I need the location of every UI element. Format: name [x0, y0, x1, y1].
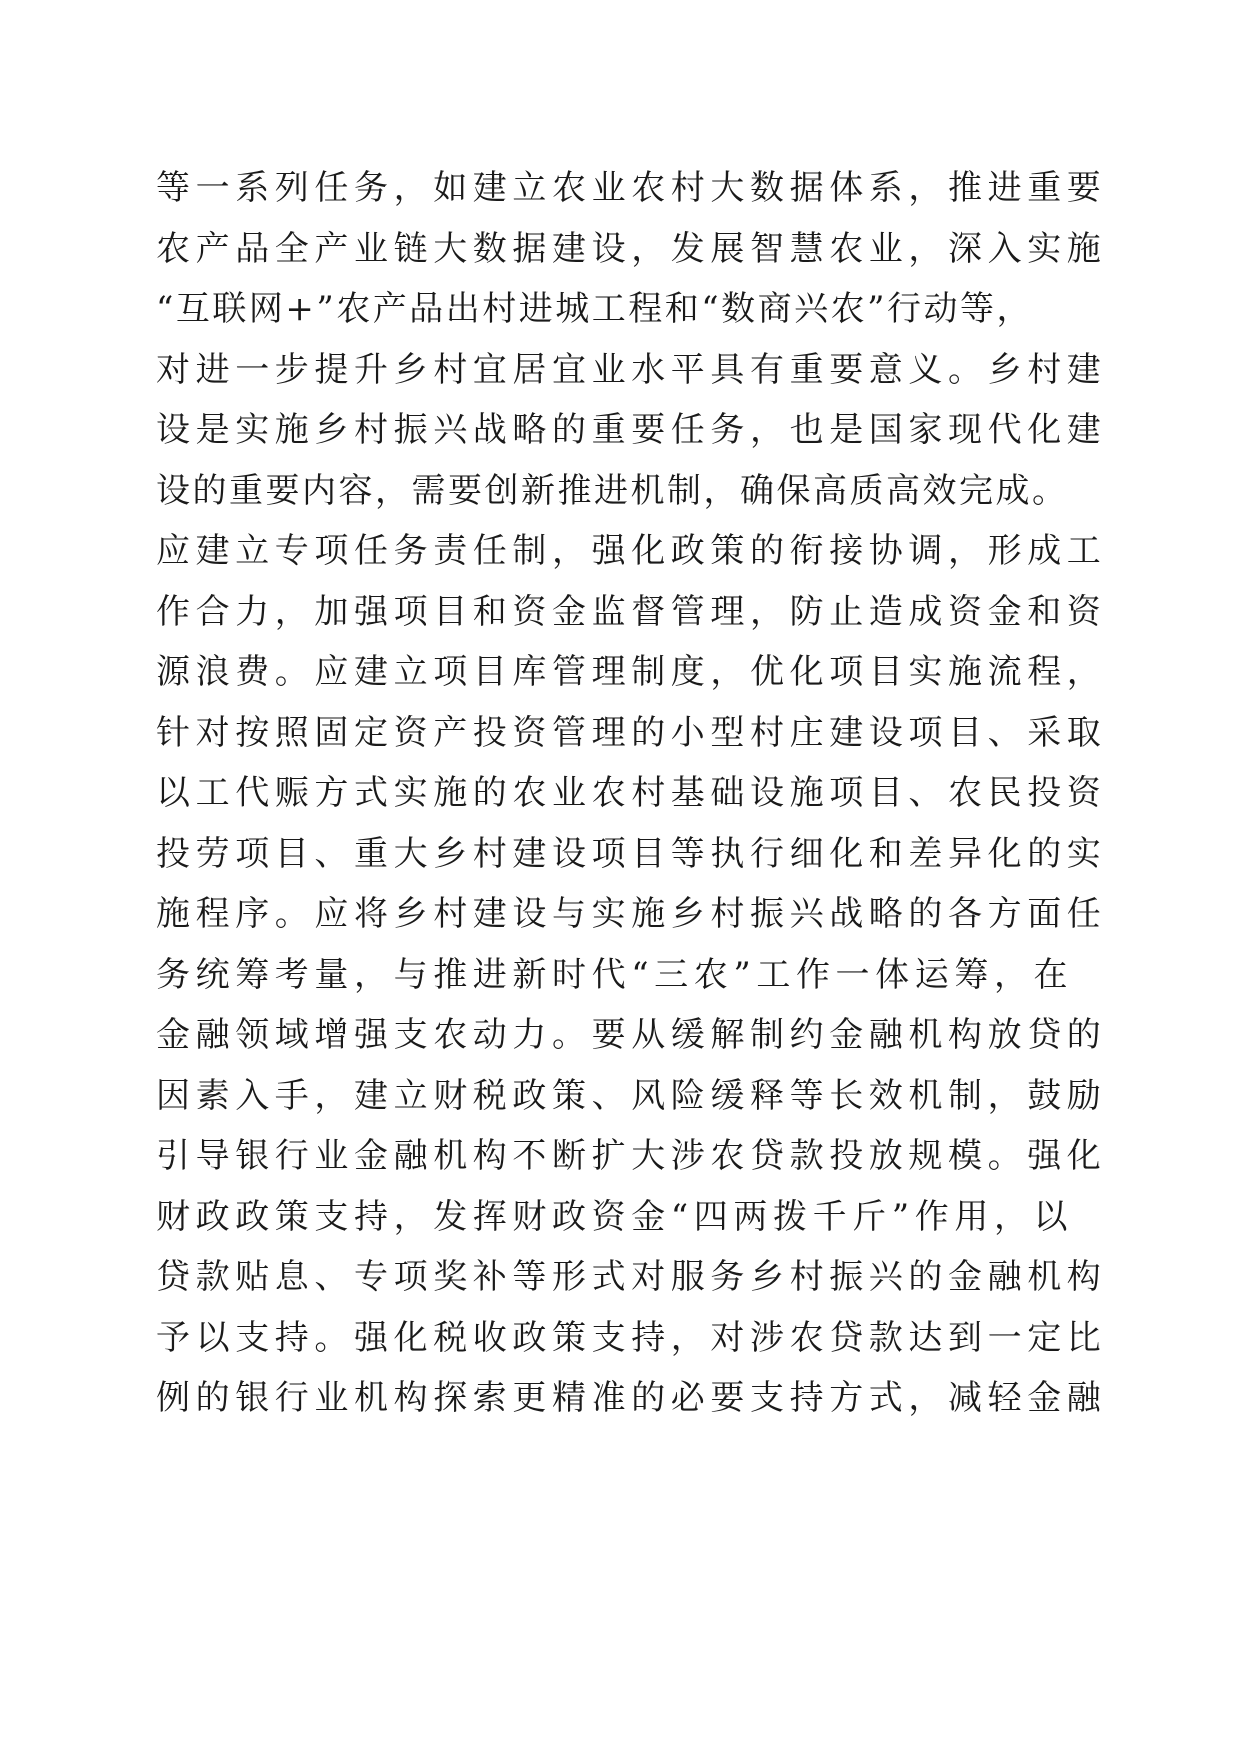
text-line: 应建立专项任务责任制，强化政策的衔接协调，形成工 [156, 531, 1107, 571]
body-paragraph [156, 158, 1107, 1429]
text-line: 予以支持。强化税收政策支持，对涉农贷款达到一定比 [156, 1317, 1107, 1358]
text-line: 设是实施乡村振兴战略的重要任务，也是国家现代化建 [156, 410, 1107, 450]
text-line: 针对按照固定资产投资管理的小型村庄建设项目、采取 [156, 712, 1107, 753]
text-line: 等一系列任务，如建立农业农村大数据体系，推进重要 [156, 168, 1107, 208]
text-line: 投劳项目、重大乡村建设项目等执行细化和差异化的实 [156, 833, 1107, 874]
text-line: 作合力，加强项目和资金监督管理，防止造成资金和资 [156, 591, 1107, 632]
text-line: 务统筹考量，与推进新时代“三农”工作一体运筹，在 [156, 954, 1074, 995]
text-line: 以工代赈方式实施的农业农村基础设施项目、农民投资 [156, 773, 1107, 813]
text-line: 财政政策支持，发挥财政资金“四两拨千斤”作用，以 [156, 1196, 1074, 1237]
text-line: 因素入手，建立财税政策、风险缓释等长效机制，鼓励 [156, 1075, 1107, 1116]
text-line: 设的重要内容，需要创新推进机制，确保高质高效完成。 [156, 470, 1069, 511]
text-line: “互联网+”农产品出村进城工程和“数商兴农”行动等， [156, 289, 1034, 329]
text-line: 例的银行业机构探索更精准的必要支持方式，减轻金融 [156, 1378, 1107, 1418]
text-line: 引导银行业金融机构不断扩大涉农贷款投放规模。强化 [156, 1136, 1107, 1176]
text-line: 贷款贴息、专项奖补等形式对服务乡村振兴的金融机构 [156, 1257, 1107, 1297]
text-line: 对进一步提升乡村宜居宜业水平具有重要意义。乡村建 [156, 349, 1107, 390]
text-line: 农产品全产业链大数据建设，发展智慧农业，深入实施 [156, 228, 1107, 269]
text-line: 金融领域增强支农动力。要从缓解制约金融机构放贷的 [156, 1015, 1107, 1055]
text-line: 施程序。应将乡村建设与实施乡村振兴战略的各方面任 [156, 894, 1107, 934]
text-line: 源浪费。应建立项目库管理制度，优化项目实施流程， [156, 652, 1107, 692]
